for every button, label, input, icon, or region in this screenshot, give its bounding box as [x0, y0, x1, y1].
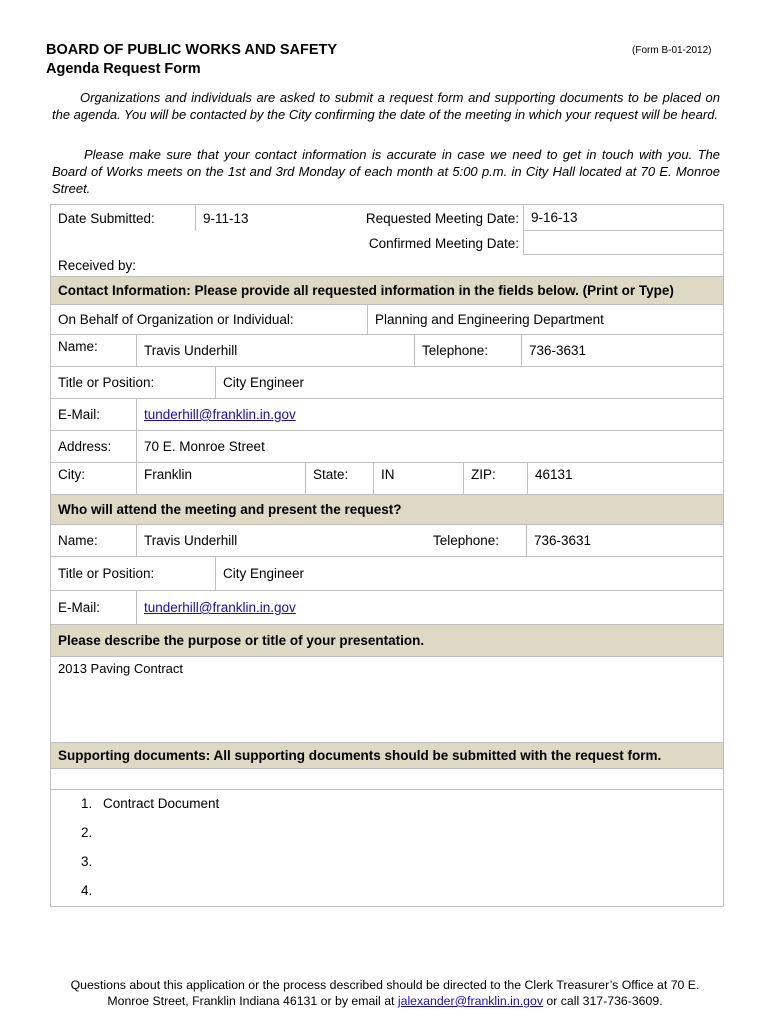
purpose-area: [51, 657, 723, 743]
attendee-title-row: [51, 557, 723, 591]
intro-paragraph-2: Please make sure that your contact information is accurate in case we need to get in touch with you. The Board of Works meets on the 1st and 3rd Monday of each month at 5:00 p.m. in City Hall located at 70 E. Monroe Street.: [52, 147, 720, 196]
attendee-title-field[interactable]: City Engineer: [215, 557, 723, 590]
contact-heading-band: [51, 277, 723, 305]
received-by-label: Received by:: [58, 258, 137, 273]
attendee-email-link[interactable]: tunderhill@franklin.in.gov: [136, 591, 723, 624]
agenda-request-form: [50, 204, 724, 907]
documents-heading: Supporting documents: All supporting documents should be submitted with the request form.: [58, 748, 662, 763]
contact-telephone-field[interactable]: 736-3631: [521, 335, 723, 366]
footer-line-2-start: Monroe Street, Franklin Indiana 46131 or by email at: [107, 994, 398, 1008]
attendee-telephone-field[interactable]: 736-3631: [526, 525, 723, 556]
confirmed-meeting-field[interactable]: [523, 231, 723, 255]
document-item-1-number: 1.: [81, 796, 93, 811]
footer-note: [0, 977, 770, 1009]
contact-city-row: [51, 463, 723, 495]
documents-spacer-row: [51, 769, 723, 790]
attendee-name-row: [51, 525, 723, 557]
documents-list: [51, 790, 723, 907]
date-submitted-label: Date Submitted:: [58, 210, 155, 226]
document-item-4[interactable]: [81, 883, 103, 898]
contact-name-label: Name:: [58, 339, 98, 354]
contact-address-row: [51, 431, 723, 463]
contact-telephone-label: Telephone:: [414, 335, 521, 366]
clerk-email-link[interactable]: jalexander@franklin.in.gov: [397, 994, 543, 1008]
contact-title-label: Title or Position:: [58, 375, 155, 390]
contact-city-field[interactable]: Franklin: [136, 463, 305, 494]
requested-meeting-label: Requested Meeting Date:: [365, 210, 519, 226]
contact-name-row: [51, 335, 723, 367]
attendee-telephone-label: Telephone:: [433, 533, 500, 548]
attendee-heading: Who will attend the meeting and present the request?: [58, 502, 402, 517]
document-item-4-number: 4.: [81, 883, 93, 898]
contact-zip-field[interactable]: 46131: [527, 463, 723, 494]
contact-email-label: E-Mail:: [58, 407, 101, 422]
contact-city-label: City:: [58, 467, 85, 482]
received-row: [51, 255, 723, 277]
footer-line-1: Questions about this application or the process described should be directed to the Clerk Treasurer’s Office at 70 E.: [70, 978, 700, 992]
contact-state-label: State:: [305, 463, 373, 494]
behalf-field[interactable]: Planning and Engineering Department: [367, 305, 723, 334]
behalf-label: On Behalf of Organization or Individual:: [58, 312, 294, 327]
purpose-field[interactable]: 2013 Paving Contract: [58, 661, 184, 676]
contact-name-field[interactable]: Travis Underhill: [136, 335, 414, 366]
contact-zip-label: ZIP:: [463, 463, 527, 494]
date-submitted-field[interactable]: 9-11-13: [195, 205, 355, 231]
purpose-heading: Please describe the purpose or title of your presentation.: [58, 633, 425, 648]
footer-line-2-end: or call 317-736-3609.: [542, 994, 663, 1008]
attendee-email-label: E-Mail:: [58, 600, 101, 615]
document-item-2-number: 2.: [81, 825, 93, 840]
document-item-3[interactable]: [81, 854, 103, 869]
form-id: (Form B-01-2012): [632, 45, 712, 56]
contact-title-field[interactable]: City Engineer: [215, 367, 723, 398]
attendee-title-label: Title or Position:: [58, 566, 155, 581]
intro-paragraph-1: Organizations and individuals are asked to submit a request form and supporting documents to be placed on the agenda. You will be contacted by the City confirming the date of the meeting in which your request will be heard.: [52, 90, 720, 122]
attendee-email-row: [51, 591, 723, 625]
board-title: BOARD OF PUBLIC WORKS AND SAFETY: [46, 42, 338, 58]
attendee-heading-band: [51, 495, 723, 525]
document-item-1-text: Contract Document: [103, 796, 220, 811]
contact-address-field[interactable]: 70 E. Monroe Street: [136, 431, 723, 462]
contact-heading: Contact Information: Please provide all requested information in the fields below. (Print or Type): [58, 283, 674, 298]
requested-meeting-field[interactable]: 9-16-13: [523, 205, 723, 231]
contact-email-link[interactable]: tunderhill@franklin.in.gov: [136, 399, 723, 430]
documents-heading-band: [51, 743, 723, 769]
document-item-2[interactable]: [81, 825, 103, 840]
received-by-field[interactable]: [251, 255, 723, 276]
form-subtitle: Agenda Request Form: [46, 61, 201, 77]
contact-address-label: Address:: [58, 439, 112, 454]
date-row: [51, 205, 723, 231]
purpose-heading-band: [51, 625, 723, 657]
contact-title-row: [51, 367, 723, 399]
confirmed-meeting-label: Confirmed Meeting Date:: [368, 235, 519, 251]
confirmed-row: [51, 231, 723, 255]
footer-line-2: [0, 993, 770, 1009]
contact-email-row: [51, 399, 723, 431]
behalf-row: [51, 305, 723, 335]
document-item-1[interactable]: [81, 796, 219, 811]
attendee-name-label: Name:: [58, 533, 98, 548]
contact-state-field[interactable]: IN: [373, 463, 463, 494]
attendee-name-field[interactable]: Travis Underhill: [136, 525, 426, 556]
document-item-3-number: 3.: [81, 854, 93, 869]
